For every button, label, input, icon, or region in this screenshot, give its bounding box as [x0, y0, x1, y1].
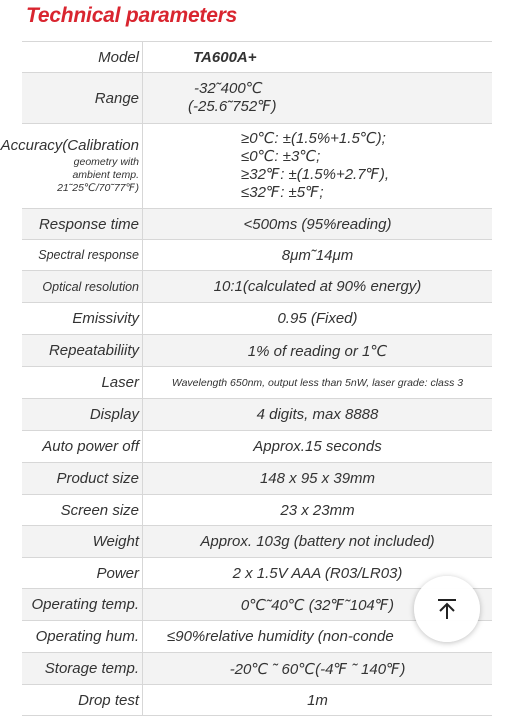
row-spectral-response: [22, 240, 492, 271]
row-label: Operating hum.: [22, 621, 143, 652]
row-model: [22, 42, 492, 73]
row-optical-resolution: [22, 271, 492, 303]
arrow-up-to-line-icon: [434, 596, 460, 622]
row-weight: [22, 526, 492, 558]
row-value: ≤90%relative humidity (non-conde: [167, 628, 394, 645]
row-screen-size: [22, 495, 492, 526]
row-value: [143, 124, 492, 208]
label-line: ambient temp.: [72, 168, 139, 181]
value-line: ≥32℉: ±(1.5%+2.7℉),: [241, 166, 389, 183]
row-label: Product size: [22, 463, 143, 494]
row-label: Emissivity: [22, 303, 143, 334]
row-label: [0, 124, 143, 208]
value-line: (-25.6˜752℉): [188, 98, 277, 115]
row-label: Weight: [22, 526, 143, 557]
row-label: Power: [22, 558, 143, 588]
row-value: -20℃ ˜ 60℃(-4℉ ˜ 140℉): [229, 660, 406, 678]
row-label: Repeatabiliity: [22, 335, 143, 366]
label-line: 21˜25℃/70˜77℉): [57, 181, 139, 194]
row-label: Screen size: [22, 495, 143, 525]
row-product-size: [22, 463, 492, 495]
row-power: [22, 558, 492, 589]
row-label: Optical resolution: [22, 271, 143, 302]
row-accuracy: [0, 124, 492, 209]
row-value: Approx.15 seconds: [253, 438, 382, 455]
row-value: 1% of reading or 1℃: [247, 342, 388, 360]
row-label: Display: [22, 399, 143, 430]
value-line: ≤32℉: ±5℉;: [241, 184, 324, 201]
scroll-to-top-button[interactable]: [414, 576, 480, 642]
value-line: ≥0℃: ±(1.5%+1.5℃);: [241, 130, 386, 147]
row-value: 2 x 1.5V AAA (R03/LR03): [232, 564, 403, 582]
row-label: Response time: [22, 209, 143, 239]
row-value: 1m: [307, 691, 328, 709]
row-value: Approx. 103g (battery not included): [200, 533, 435, 550]
label-line: geometry with: [73, 155, 139, 168]
row-label: Auto power off: [22, 431, 143, 462]
row-value: Wavelength 650nm, output less than 5nW, laser grade: class 3: [171, 376, 464, 389]
row-display: [22, 399, 492, 431]
row-value: [143, 73, 492, 123]
row-label: Range: [22, 73, 143, 123]
value-line: ≤0℃: ±3℃;: [241, 148, 321, 165]
row-response-time: [22, 209, 492, 240]
row-value: 8μm˜14μm: [281, 246, 354, 264]
row-label: Model: [22, 42, 143, 72]
value-line: -32˜400℃: [194, 80, 263, 97]
row-label: Drop test: [22, 685, 143, 715]
row-label: Operating temp.: [22, 589, 143, 620]
row-emissivity: [22, 303, 492, 335]
row-storage-temp: [22, 653, 492, 685]
row-range: [22, 73, 492, 124]
row-value: 23 x 23mm: [280, 501, 355, 519]
row-repeatability: [22, 335, 492, 367]
row-value: 0℃˜40℃ (32℉˜104℉): [240, 596, 395, 614]
row-label: Spectral response: [22, 240, 143, 270]
row-auto-power-off: [22, 431, 492, 463]
row-label: Storage temp.: [22, 653, 143, 684]
row-value: 10:1(calculated at 90% energy): [213, 278, 422, 295]
row-value: 4 digits, max 8888: [256, 406, 379, 423]
page-title: Technical parameters: [26, 4, 238, 27]
row-value: 0.95 (Fixed): [277, 310, 358, 327]
row-laser: [22, 367, 492, 399]
label-line: Accuracy(Calibration: [0, 136, 139, 154]
row-value: <500ms (95%reading): [243, 215, 392, 233]
row-drop-test: [22, 685, 492, 716]
row-value: 148 x 95 x 39mm: [259, 470, 376, 487]
row-label: Laser: [22, 367, 143, 398]
row-value: TA600A+: [193, 48, 257, 66]
